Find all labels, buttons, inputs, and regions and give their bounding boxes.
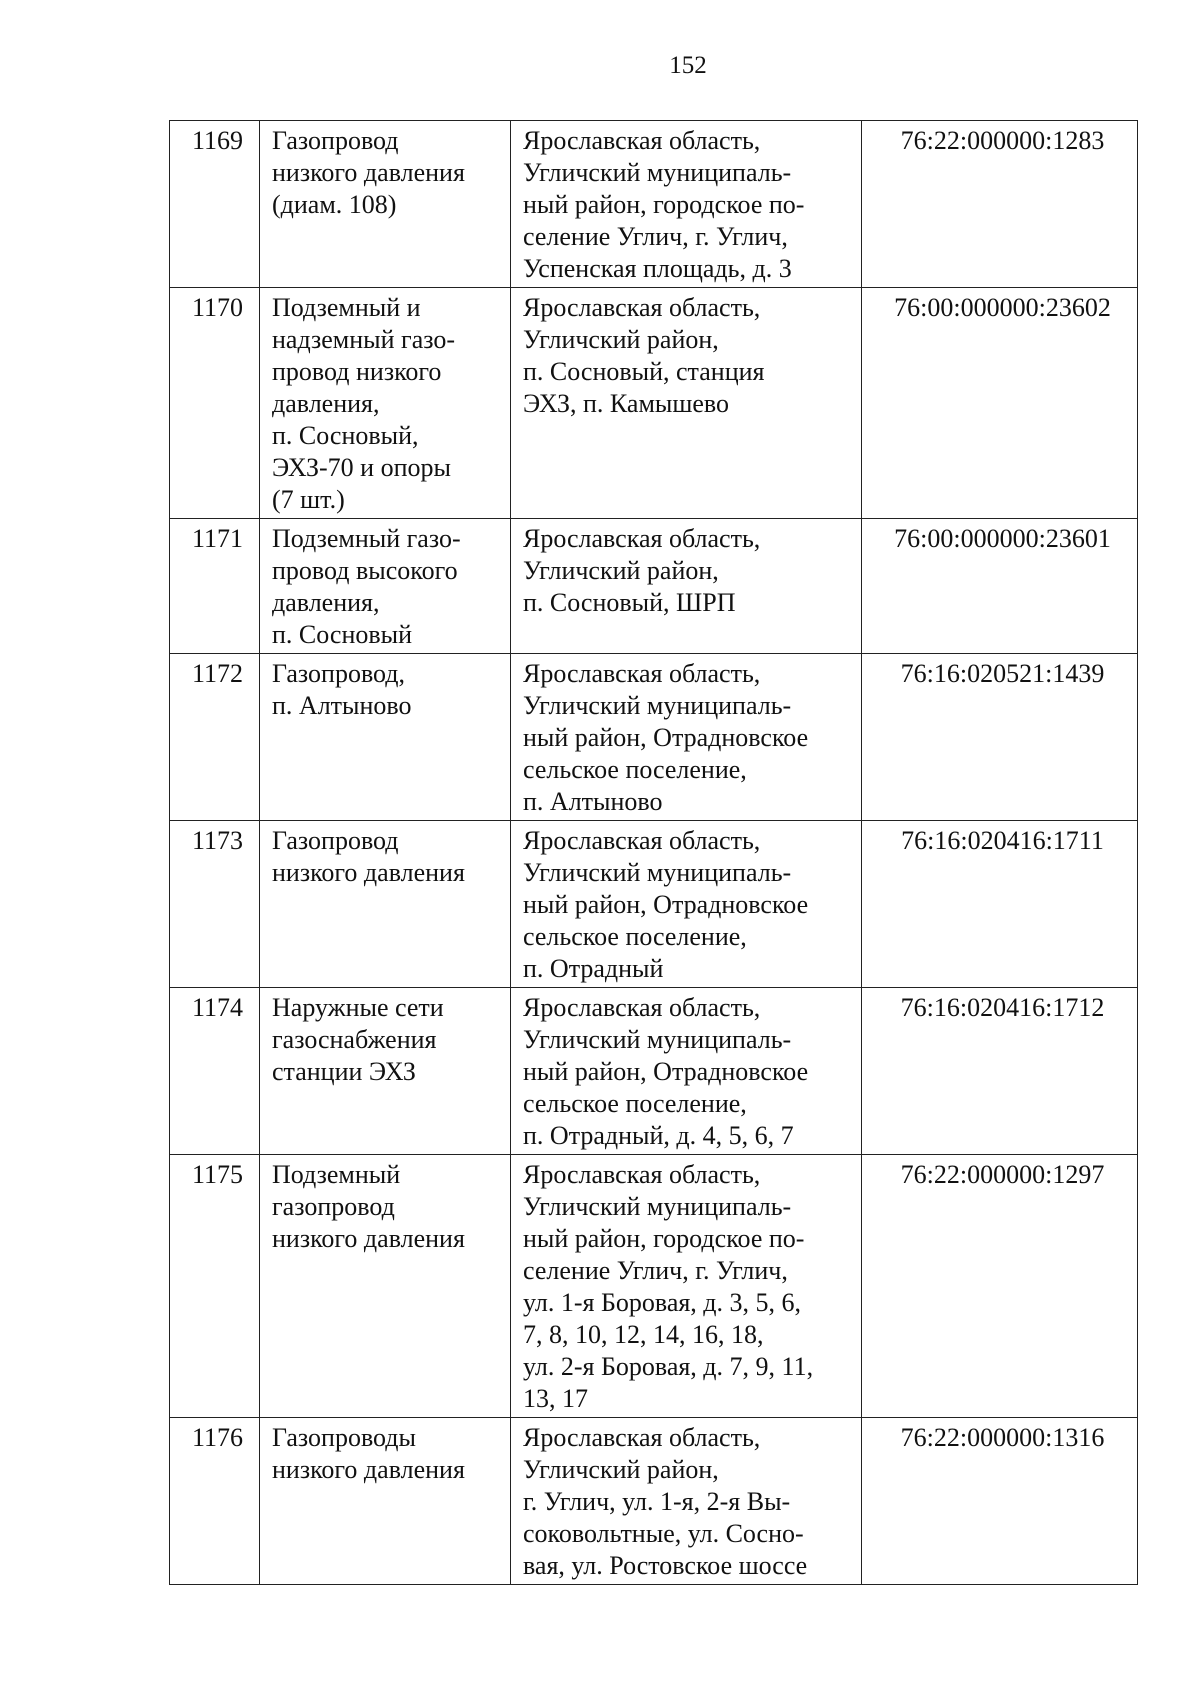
address-line: Угличский муниципаль- <box>523 691 792 720</box>
row-number-cell: 1170 <box>170 288 260 519</box>
address-line: Ярославская область, <box>523 293 761 322</box>
object-name-line: Газопроводы <box>272 1423 417 1452</box>
address-line: Ярославская область, <box>523 524 761 553</box>
address-line: Угличский муниципаль- <box>523 158 792 187</box>
object-name-line: Подземный и <box>272 293 421 322</box>
address-line: п. Сосновый, ШРП <box>523 588 736 617</box>
object-name-line: Подземный газо- <box>272 524 461 553</box>
address-line: ЭХЗ, п. Камышево <box>523 389 730 418</box>
address-line: п. Алтыново <box>523 787 663 816</box>
row-number-cell: 1173 <box>170 821 260 988</box>
object-name-cell <box>260 519 511 654</box>
address-line: 13, 17 <box>523 1384 588 1413</box>
address-line: Ярославская область, <box>523 659 761 688</box>
object-name-line: провод низкого <box>272 357 442 386</box>
address-line: ный район, Отрадновское <box>523 723 809 752</box>
row-number-cell: 1175 <box>170 1155 260 1418</box>
page-number: 152 <box>669 52 707 79</box>
object-name-line: газопровод <box>272 1192 395 1221</box>
object-name-line: ЭХЗ-70 и опоры <box>272 453 451 482</box>
table-row <box>170 288 1138 519</box>
cadastral-number-cell: 76:00:000000:23602 <box>862 288 1138 519</box>
object-name-cell <box>260 1418 511 1585</box>
object-name-cell <box>260 988 511 1155</box>
object-name-line: давления, <box>272 389 380 418</box>
address-cell <box>511 988 862 1155</box>
address-line: 7, 8, 10, 12, 14, 16, 18, <box>523 1320 764 1349</box>
cadastral-number-cell: 76:16:020521:1439 <box>862 654 1138 821</box>
object-name-line: надземный газо- <box>272 325 456 354</box>
address-line: Ярославская область, <box>523 993 761 1022</box>
address-line: Ярославская область, <box>523 126 761 155</box>
object-name-line: Газопровод <box>272 826 399 855</box>
row-number-cell: 1172 <box>170 654 260 821</box>
cadastral-number-cell: 76:22:000000:1316 <box>862 1418 1138 1585</box>
row-number-cell: 1176 <box>170 1418 260 1585</box>
object-name-line: провод высокого <box>272 556 458 585</box>
object-name-line: Газопровод <box>272 126 399 155</box>
address-line: Ярославская область, <box>523 1160 761 1189</box>
address-line: Угличский муниципаль- <box>523 858 792 887</box>
address-line: Угличский район, <box>523 325 719 354</box>
address-cell <box>511 1418 862 1585</box>
address-line: селение Углич, г. Углич, <box>523 222 788 251</box>
address-line: п. Отрадный, д. 4, 5, 6, 7 <box>523 1121 794 1150</box>
object-name-cell <box>260 821 511 988</box>
table-row <box>170 821 1138 988</box>
cadastral-number-cell: 76:22:000000:1297 <box>862 1155 1138 1418</box>
address-line: сельское поселение, <box>523 922 747 951</box>
address-line: сельское поселение, <box>523 1089 747 1118</box>
object-name-line: Подземный <box>272 1160 401 1189</box>
registry-table <box>169 120 1138 1585</box>
address-cell <box>511 519 862 654</box>
address-line: ный район, городское по- <box>523 1224 805 1253</box>
object-name-line: (диам. 108) <box>272 190 397 219</box>
address-line: Ярославская область, <box>523 826 761 855</box>
address-cell <box>511 821 862 988</box>
object-name-line: низкого давления <box>272 158 465 187</box>
address-line: сельское поселение, <box>523 755 747 784</box>
object-name-line: п. Сосновый <box>272 620 413 649</box>
address-cell <box>511 654 862 821</box>
address-line: Успенская площадь, д. 3 <box>523 254 792 283</box>
address-line: вая, ул. Ростовское шоссе <box>523 1551 808 1580</box>
object-name-cell <box>260 654 511 821</box>
object-name-line: п. Сосновый, <box>272 421 419 450</box>
address-line: Ярославская область, <box>523 1423 761 1452</box>
cadastral-number-cell: 76:22:000000:1283 <box>862 121 1138 288</box>
table-row <box>170 654 1138 821</box>
address-line: Угличский муниципаль- <box>523 1192 792 1221</box>
address-line: ный район, городское по- <box>523 190 805 219</box>
address-line: ул. 2-я Боровая, д. 7, 9, 11, <box>523 1352 814 1381</box>
address-cell <box>511 1155 862 1418</box>
address-line: ный район, Отрадновское <box>523 1057 809 1086</box>
row-number-cell: 1174 <box>170 988 260 1155</box>
object-name-cell <box>260 288 511 519</box>
address-line: Угличский район, <box>523 1455 719 1484</box>
table-row <box>170 519 1138 654</box>
address-line: соковольтные, ул. Сосно- <box>523 1519 804 1548</box>
object-name-line: газоснабжения <box>272 1025 437 1054</box>
address-line: Угличский муниципаль- <box>523 1025 792 1054</box>
object-name-cell <box>260 121 511 288</box>
table-row <box>170 1418 1138 1585</box>
table-row <box>170 121 1138 288</box>
object-name-line: низкого давления <box>272 1455 465 1484</box>
address-line: Угличский район, <box>523 556 719 585</box>
cadastral-number-cell: 76:16:020416:1711 <box>862 821 1138 988</box>
object-name-line: Наружные сети <box>272 993 444 1022</box>
address-cell <box>511 288 862 519</box>
address-line: ный район, Отрадновское <box>523 890 809 919</box>
object-name-line: (7 шт.) <box>272 485 345 514</box>
address-line: п. Сосновый, станция <box>523 357 765 386</box>
object-name-line: п. Алтыново <box>272 691 412 720</box>
address-line: п. Отрадный <box>523 954 664 983</box>
cadastral-number-cell: 76:00:000000:23601 <box>862 519 1138 654</box>
row-number-cell: 1169 <box>170 121 260 288</box>
object-name-line: станции ЭХЗ <box>272 1057 416 1086</box>
row-number-cell: 1171 <box>170 519 260 654</box>
registry-table-body <box>170 121 1138 1585</box>
cadastral-number-cell: 76:16:020416:1712 <box>862 988 1138 1155</box>
object-name-line: низкого давления <box>272 1224 465 1253</box>
table-row <box>170 1155 1138 1418</box>
table-row <box>170 988 1138 1155</box>
address-cell <box>511 121 862 288</box>
address-line: г. Углич, ул. 1-я, 2-я Вы- <box>523 1487 791 1516</box>
object-name-line: давления, <box>272 588 380 617</box>
object-name-cell <box>260 1155 511 1418</box>
object-name-line: Газопровод, <box>272 659 406 688</box>
object-name-line: низкого давления <box>272 858 465 887</box>
address-line: ул. 1-я Боровая, д. 3, 5, 6, <box>523 1288 802 1317</box>
address-line: селение Углич, г. Углич, <box>523 1256 788 1285</box>
